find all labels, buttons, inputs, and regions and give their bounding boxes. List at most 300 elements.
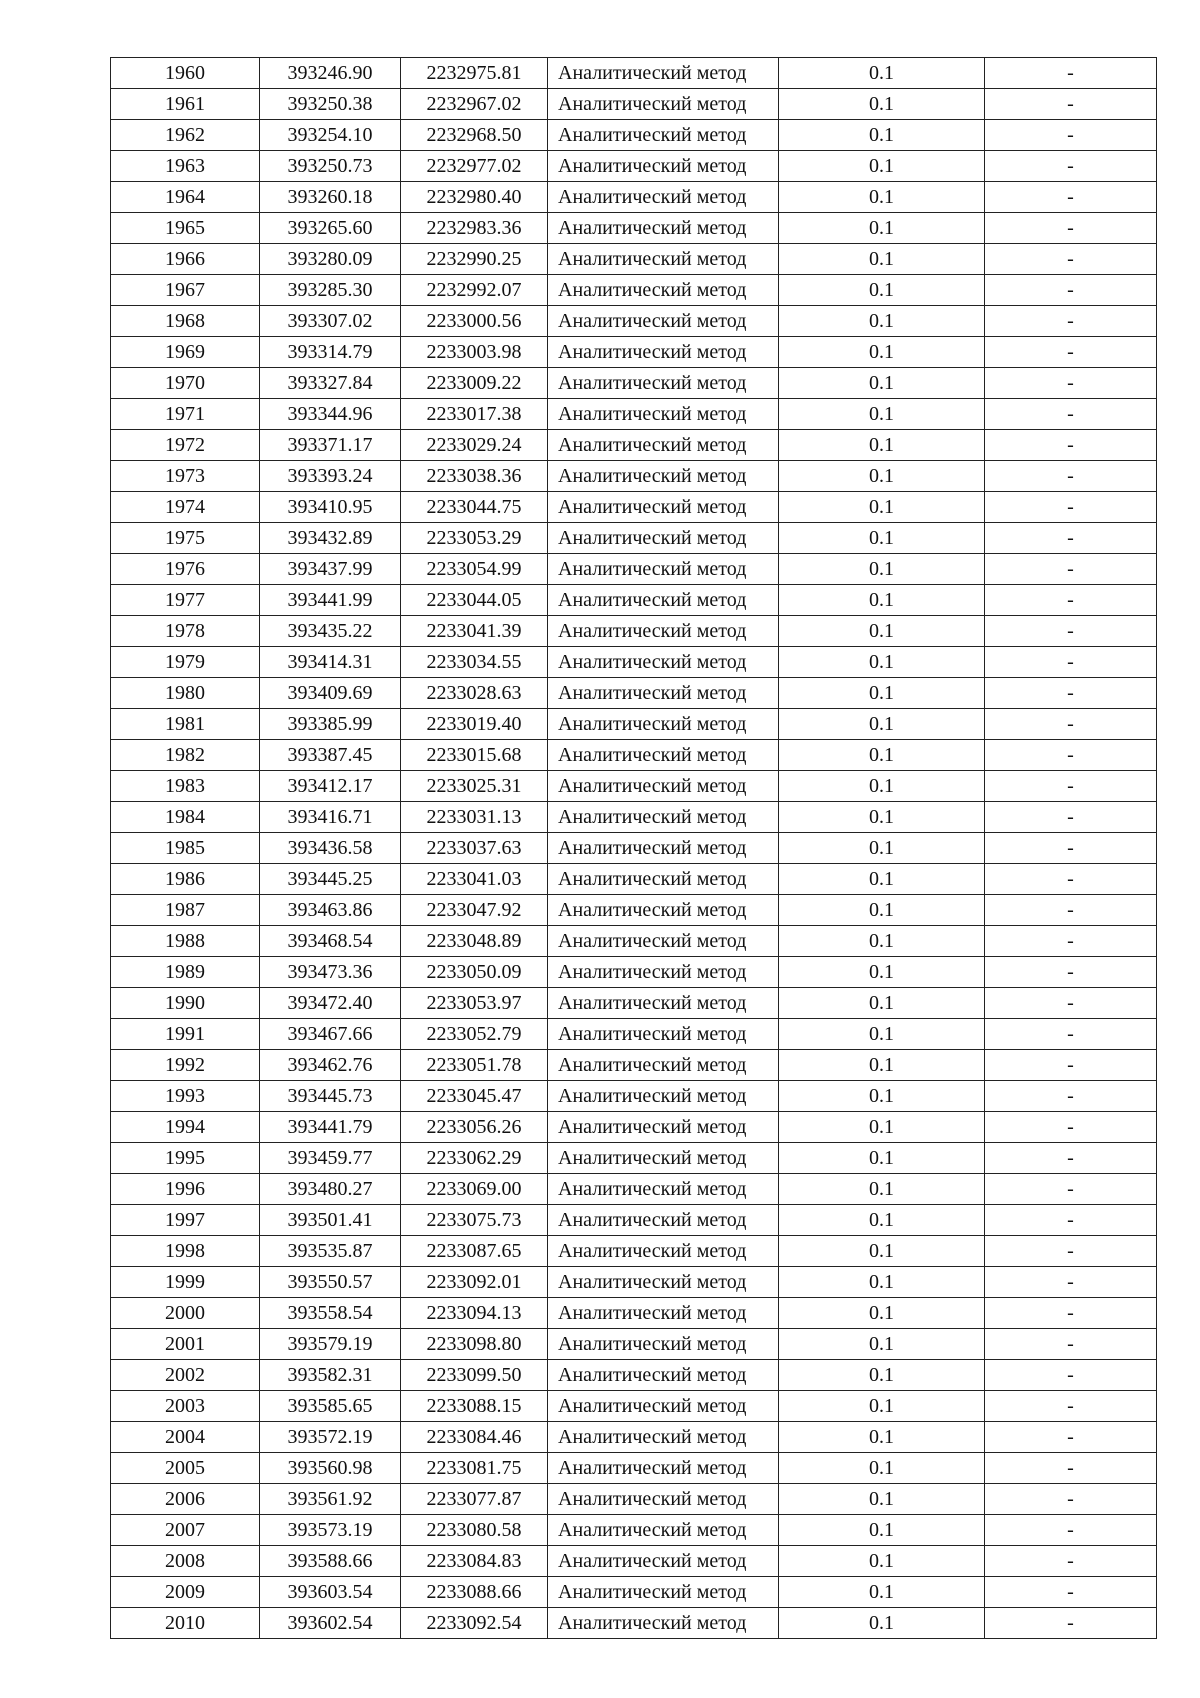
description-cell: - [985, 58, 1157, 89]
y-coordinate-cell: 2233037.63 [401, 833, 548, 864]
y-coordinate-cell: 2232990.25 [401, 244, 548, 275]
table-row [111, 1577, 1157, 1608]
accuracy-cell: 0.1 [779, 337, 985, 368]
method-cell: Аналитический метод [548, 306, 779, 337]
x-coordinate-cell: 393480.27 [260, 1174, 401, 1205]
y-coordinate-cell: 2233081.75 [401, 1453, 548, 1484]
description-cell: - [985, 1484, 1157, 1515]
x-coordinate-cell: 393254.10 [260, 120, 401, 151]
table-row [111, 182, 1157, 213]
table-row [111, 1298, 1157, 1329]
description-cell: - [985, 1391, 1157, 1422]
x-coordinate-cell: 393579.19 [260, 1329, 401, 1360]
method-cell: Аналитический метод [548, 368, 779, 399]
point-number-cell: 1974 [111, 492, 260, 523]
method-cell: Аналитический метод [548, 1019, 779, 1050]
table-row [111, 926, 1157, 957]
description-cell: - [985, 616, 1157, 647]
point-number-cell: 2001 [111, 1329, 260, 1360]
description-cell: - [985, 1422, 1157, 1453]
method-cell: Аналитический метод [548, 523, 779, 554]
method-cell: Аналитический метод [548, 1236, 779, 1267]
accuracy-cell: 0.1 [779, 709, 985, 740]
accuracy-cell: 0.1 [779, 399, 985, 430]
accuracy-cell: 0.1 [779, 678, 985, 709]
y-coordinate-cell: 2232992.07 [401, 275, 548, 306]
method-cell: Аналитический метод [548, 1360, 779, 1391]
point-number-cell: 1989 [111, 957, 260, 988]
x-coordinate-cell: 393441.79 [260, 1112, 401, 1143]
accuracy-cell: 0.1 [779, 1050, 985, 1081]
accuracy-cell: 0.1 [779, 492, 985, 523]
point-number-cell: 1994 [111, 1112, 260, 1143]
y-coordinate-cell: 2233051.78 [401, 1050, 548, 1081]
table-row [111, 1143, 1157, 1174]
method-cell: Аналитический метод [548, 58, 779, 89]
table-row [111, 213, 1157, 244]
y-coordinate-cell: 2233062.29 [401, 1143, 548, 1174]
method-cell: Аналитический метод [548, 957, 779, 988]
description-cell: - [985, 771, 1157, 802]
method-cell: Аналитический метод [548, 678, 779, 709]
description-cell: - [985, 306, 1157, 337]
x-coordinate-cell: 393410.95 [260, 492, 401, 523]
point-number-cell: 1970 [111, 368, 260, 399]
accuracy-cell: 0.1 [779, 554, 985, 585]
accuracy-cell: 0.1 [779, 213, 985, 244]
y-coordinate-cell: 2233084.83 [401, 1546, 548, 1577]
table-row [111, 1422, 1157, 1453]
description-cell: - [985, 244, 1157, 275]
accuracy-cell: 0.1 [779, 461, 985, 492]
x-coordinate-cell: 393307.02 [260, 306, 401, 337]
accuracy-cell: 0.1 [779, 926, 985, 957]
accuracy-cell: 0.1 [779, 182, 985, 213]
table-row [111, 1546, 1157, 1577]
description-cell: - [985, 1143, 1157, 1174]
x-coordinate-cell: 393561.92 [260, 1484, 401, 1515]
y-coordinate-cell: 2233080.58 [401, 1515, 548, 1546]
y-coordinate-cell: 2233075.73 [401, 1205, 548, 1236]
table-row [111, 1050, 1157, 1081]
description-cell: - [985, 864, 1157, 895]
point-number-cell: 1985 [111, 833, 260, 864]
y-coordinate-cell: 2233019.40 [401, 709, 548, 740]
x-coordinate-cell: 393260.18 [260, 182, 401, 213]
description-cell: - [985, 1205, 1157, 1236]
method-cell: Аналитический метод [548, 864, 779, 895]
table-row [111, 244, 1157, 275]
point-number-cell: 2008 [111, 1546, 260, 1577]
table-row [111, 1608, 1157, 1639]
y-coordinate-cell: 2233048.89 [401, 926, 548, 957]
y-coordinate-cell: 2233088.66 [401, 1577, 548, 1608]
table-row [111, 957, 1157, 988]
description-cell: - [985, 988, 1157, 1019]
x-coordinate-cell: 393603.54 [260, 1577, 401, 1608]
description-cell: - [985, 1515, 1157, 1546]
table-row [111, 275, 1157, 306]
method-cell: Аналитический метод [548, 1205, 779, 1236]
accuracy-cell: 0.1 [779, 244, 985, 275]
y-coordinate-cell: 2233000.56 [401, 306, 548, 337]
x-coordinate-cell: 393560.98 [260, 1453, 401, 1484]
table-row [111, 337, 1157, 368]
description-cell: - [985, 368, 1157, 399]
accuracy-cell: 0.1 [779, 585, 985, 616]
method-cell: Аналитический метод [548, 833, 779, 864]
x-coordinate-cell: 393385.99 [260, 709, 401, 740]
y-coordinate-cell: 2233052.79 [401, 1019, 548, 1050]
accuracy-cell: 0.1 [779, 1174, 985, 1205]
x-coordinate-cell: 393445.73 [260, 1081, 401, 1112]
description-cell: - [985, 1236, 1157, 1267]
x-coordinate-cell: 393250.38 [260, 89, 401, 120]
table-row [111, 1019, 1157, 1050]
x-coordinate-cell: 393414.31 [260, 647, 401, 678]
y-coordinate-cell: 2233099.50 [401, 1360, 548, 1391]
accuracy-cell: 0.1 [779, 1205, 985, 1236]
table-row [111, 1391, 1157, 1422]
accuracy-cell: 0.1 [779, 1577, 985, 1608]
method-cell: Аналитический метод [548, 647, 779, 678]
description-cell: - [985, 1546, 1157, 1577]
description-cell: - [985, 833, 1157, 864]
table-row [111, 709, 1157, 740]
y-coordinate-cell: 2233044.05 [401, 585, 548, 616]
x-coordinate-cell: 393472.40 [260, 988, 401, 1019]
method-cell: Аналитический метод [548, 1267, 779, 1298]
y-coordinate-cell: 2233003.98 [401, 337, 548, 368]
table-row [111, 430, 1157, 461]
y-coordinate-cell: 2233077.87 [401, 1484, 548, 1515]
table-row [111, 368, 1157, 399]
accuracy-cell: 0.1 [779, 1329, 985, 1360]
x-coordinate-cell: 393588.66 [260, 1546, 401, 1577]
accuracy-cell: 0.1 [779, 523, 985, 554]
x-coordinate-cell: 393435.22 [260, 616, 401, 647]
method-cell: Аналитический метод [548, 1484, 779, 1515]
table-row [111, 1329, 1157, 1360]
method-cell: Аналитический метод [548, 337, 779, 368]
accuracy-cell: 0.1 [779, 647, 985, 678]
x-coordinate-cell: 393436.58 [260, 833, 401, 864]
table-row [111, 89, 1157, 120]
x-coordinate-cell: 393445.25 [260, 864, 401, 895]
y-coordinate-cell: 2233047.92 [401, 895, 548, 926]
y-coordinate-cell: 2233098.80 [401, 1329, 548, 1360]
accuracy-cell: 0.1 [779, 895, 985, 926]
description-cell: - [985, 926, 1157, 957]
accuracy-cell: 0.1 [779, 1422, 985, 1453]
y-coordinate-cell: 2233087.65 [401, 1236, 548, 1267]
y-coordinate-cell: 2233092.01 [401, 1267, 548, 1298]
method-cell: Аналитический метод [548, 1391, 779, 1422]
y-coordinate-cell: 2232980.40 [401, 182, 548, 213]
x-coordinate-cell: 393459.77 [260, 1143, 401, 1174]
x-coordinate-cell: 393558.54 [260, 1298, 401, 1329]
x-coordinate-cell: 393280.09 [260, 244, 401, 275]
accuracy-cell: 0.1 [779, 1236, 985, 1267]
point-number-cell: 1997 [111, 1205, 260, 1236]
y-coordinate-cell: 2233056.26 [401, 1112, 548, 1143]
method-cell: Аналитический метод [548, 1577, 779, 1608]
accuracy-cell: 0.1 [779, 275, 985, 306]
method-cell: Аналитический метод [548, 399, 779, 430]
point-number-cell: 2007 [111, 1515, 260, 1546]
x-coordinate-cell: 393473.36 [260, 957, 401, 988]
method-cell: Аналитический метод [548, 1515, 779, 1546]
accuracy-cell: 0.1 [779, 1453, 985, 1484]
point-number-cell: 1988 [111, 926, 260, 957]
point-number-cell: 1998 [111, 1236, 260, 1267]
x-coordinate-cell: 393387.45 [260, 740, 401, 771]
table-row [111, 616, 1157, 647]
description-cell: - [985, 740, 1157, 771]
description-cell: - [985, 430, 1157, 461]
table-row [111, 399, 1157, 430]
table-row [111, 492, 1157, 523]
point-number-cell: 1968 [111, 306, 260, 337]
table-row [111, 523, 1157, 554]
y-coordinate-cell: 2233045.47 [401, 1081, 548, 1112]
description-cell: - [985, 1267, 1157, 1298]
accuracy-cell: 0.1 [779, 1298, 985, 1329]
method-cell: Аналитический метод [548, 182, 779, 213]
description-cell: - [985, 1329, 1157, 1360]
point-number-cell: 2005 [111, 1453, 260, 1484]
point-number-cell: 1966 [111, 244, 260, 275]
table-row [111, 120, 1157, 151]
accuracy-cell: 0.1 [779, 1267, 985, 1298]
accuracy-cell: 0.1 [779, 802, 985, 833]
y-coordinate-cell: 2232983.36 [401, 213, 548, 244]
description-cell: - [985, 647, 1157, 678]
x-coordinate-cell: 393327.84 [260, 368, 401, 399]
point-number-cell: 1972 [111, 430, 260, 461]
table-row [111, 1112, 1157, 1143]
accuracy-cell: 0.1 [779, 1112, 985, 1143]
x-coordinate-cell: 393462.76 [260, 1050, 401, 1081]
y-coordinate-cell: 2233029.24 [401, 430, 548, 461]
x-coordinate-cell: 393468.54 [260, 926, 401, 957]
x-coordinate-cell: 393535.87 [260, 1236, 401, 1267]
point-number-cell: 1982 [111, 740, 260, 771]
description-cell: - [985, 709, 1157, 740]
description-cell: - [985, 337, 1157, 368]
y-coordinate-cell: 2233034.55 [401, 647, 548, 678]
table-row [111, 461, 1157, 492]
table-row [111, 58, 1157, 89]
table-row [111, 895, 1157, 926]
point-number-cell: 2009 [111, 1577, 260, 1608]
table-row [111, 1267, 1157, 1298]
y-coordinate-cell: 2232967.02 [401, 89, 548, 120]
method-cell: Аналитический метод [548, 1453, 779, 1484]
accuracy-cell: 0.1 [779, 368, 985, 399]
point-number-cell: 2004 [111, 1422, 260, 1453]
y-coordinate-cell: 2233050.09 [401, 957, 548, 988]
description-cell: - [985, 275, 1157, 306]
y-coordinate-cell: 2232968.50 [401, 120, 548, 151]
method-cell: Аналитический метод [548, 988, 779, 1019]
table-row [111, 585, 1157, 616]
accuracy-cell: 0.1 [779, 1143, 985, 1174]
accuracy-cell: 0.1 [779, 771, 985, 802]
method-cell: Аналитический метод [548, 244, 779, 275]
point-number-cell: 1980 [111, 678, 260, 709]
table-row [111, 771, 1157, 802]
y-coordinate-cell: 2233031.13 [401, 802, 548, 833]
x-coordinate-cell: 393344.96 [260, 399, 401, 430]
table-row [111, 802, 1157, 833]
point-number-cell: 1999 [111, 1267, 260, 1298]
method-cell: Аналитический метод [548, 1298, 779, 1329]
method-cell: Аналитический метод [548, 554, 779, 585]
table-row [111, 1360, 1157, 1391]
y-coordinate-cell: 2233025.31 [401, 771, 548, 802]
coordinates-table [110, 57, 1157, 1639]
description-cell: - [985, 1081, 1157, 1112]
description-cell: - [985, 1112, 1157, 1143]
accuracy-cell: 0.1 [779, 988, 985, 1019]
accuracy-cell: 0.1 [779, 1019, 985, 1050]
point-number-cell: 1969 [111, 337, 260, 368]
x-coordinate-cell: 393409.69 [260, 678, 401, 709]
method-cell: Аналитический метод [548, 1608, 779, 1639]
accuracy-cell: 0.1 [779, 833, 985, 864]
description-cell: - [985, 213, 1157, 244]
method-cell: Аналитический метод [548, 213, 779, 244]
description-cell: - [985, 399, 1157, 430]
accuracy-cell: 0.1 [779, 1360, 985, 1391]
x-coordinate-cell: 393437.99 [260, 554, 401, 585]
point-number-cell: 1991 [111, 1019, 260, 1050]
method-cell: Аналитический метод [548, 802, 779, 833]
accuracy-cell: 0.1 [779, 89, 985, 120]
method-cell: Аналитический метод [548, 926, 779, 957]
description-cell: - [985, 461, 1157, 492]
point-number-cell: 1961 [111, 89, 260, 120]
accuracy-cell: 0.1 [779, 740, 985, 771]
method-cell: Аналитический метод [548, 771, 779, 802]
x-coordinate-cell: 393393.24 [260, 461, 401, 492]
point-number-cell: 1975 [111, 523, 260, 554]
accuracy-cell: 0.1 [779, 1484, 985, 1515]
table-row [111, 1081, 1157, 1112]
description-cell: - [985, 802, 1157, 833]
x-coordinate-cell: 393432.89 [260, 523, 401, 554]
table-row [111, 1515, 1157, 1546]
table-row [111, 1174, 1157, 1205]
description-cell: - [985, 895, 1157, 926]
point-number-cell: 1986 [111, 864, 260, 895]
point-number-cell: 2002 [111, 1360, 260, 1391]
point-number-cell: 1983 [111, 771, 260, 802]
point-number-cell: 1965 [111, 213, 260, 244]
point-number-cell: 1977 [111, 585, 260, 616]
point-number-cell: 2010 [111, 1608, 260, 1639]
y-coordinate-cell: 2233094.13 [401, 1298, 548, 1329]
y-coordinate-cell: 2233053.97 [401, 988, 548, 1019]
accuracy-cell: 0.1 [779, 306, 985, 337]
accuracy-cell: 0.1 [779, 1546, 985, 1577]
description-cell: - [985, 182, 1157, 213]
accuracy-cell: 0.1 [779, 151, 985, 182]
x-coordinate-cell: 393412.17 [260, 771, 401, 802]
method-cell: Аналитический метод [548, 585, 779, 616]
method-cell: Аналитический метод [548, 709, 779, 740]
method-cell: Аналитический метод [548, 275, 779, 306]
description-cell: - [985, 1577, 1157, 1608]
y-coordinate-cell: 2233092.54 [401, 1608, 548, 1639]
table-row [111, 864, 1157, 895]
point-number-cell: 1996 [111, 1174, 260, 1205]
method-cell: Аналитический метод [548, 1050, 779, 1081]
x-coordinate-cell: 393246.90 [260, 58, 401, 89]
point-number-cell: 1993 [111, 1081, 260, 1112]
point-number-cell: 1981 [111, 709, 260, 740]
coordinates-table-body [111, 58, 1157, 1639]
x-coordinate-cell: 393602.54 [260, 1608, 401, 1639]
description-cell: - [985, 120, 1157, 151]
method-cell: Аналитический метод [548, 895, 779, 926]
point-number-cell: 2006 [111, 1484, 260, 1515]
point-number-cell: 1971 [111, 399, 260, 430]
table-row [111, 554, 1157, 585]
point-number-cell: 1967 [111, 275, 260, 306]
table-row [111, 1453, 1157, 1484]
method-cell: Аналитический метод [548, 616, 779, 647]
method-cell: Аналитический метод [548, 1174, 779, 1205]
point-number-cell: 1990 [111, 988, 260, 1019]
table-row [111, 1484, 1157, 1515]
table-row [111, 151, 1157, 182]
description-cell: - [985, 1019, 1157, 1050]
y-coordinate-cell: 2233054.99 [401, 554, 548, 585]
point-number-cell: 1995 [111, 1143, 260, 1174]
table-row [111, 647, 1157, 678]
point-number-cell: 1987 [111, 895, 260, 926]
y-coordinate-cell: 2233009.22 [401, 368, 548, 399]
point-number-cell: 1973 [111, 461, 260, 492]
y-coordinate-cell: 2232977.02 [401, 151, 548, 182]
point-number-cell: 1978 [111, 616, 260, 647]
x-coordinate-cell: 393550.57 [260, 1267, 401, 1298]
accuracy-cell: 0.1 [779, 616, 985, 647]
method-cell: Аналитический метод [548, 1329, 779, 1360]
y-coordinate-cell: 2232975.81 [401, 58, 548, 89]
y-coordinate-cell: 2233044.75 [401, 492, 548, 523]
x-coordinate-cell: 393572.19 [260, 1422, 401, 1453]
description-cell: - [985, 492, 1157, 523]
method-cell: Аналитический метод [548, 151, 779, 182]
table-row [111, 1236, 1157, 1267]
description-cell: - [985, 523, 1157, 554]
method-cell: Аналитический метод [548, 461, 779, 492]
accuracy-cell: 0.1 [779, 430, 985, 461]
x-coordinate-cell: 393285.30 [260, 275, 401, 306]
accuracy-cell: 0.1 [779, 1391, 985, 1422]
method-cell: Аналитический метод [548, 740, 779, 771]
method-cell: Аналитический метод [548, 430, 779, 461]
description-cell: - [985, 1453, 1157, 1484]
x-coordinate-cell: 393416.71 [260, 802, 401, 833]
y-coordinate-cell: 2233041.03 [401, 864, 548, 895]
method-cell: Аналитический метод [548, 120, 779, 151]
y-coordinate-cell: 2233088.15 [401, 1391, 548, 1422]
description-cell: - [985, 957, 1157, 988]
